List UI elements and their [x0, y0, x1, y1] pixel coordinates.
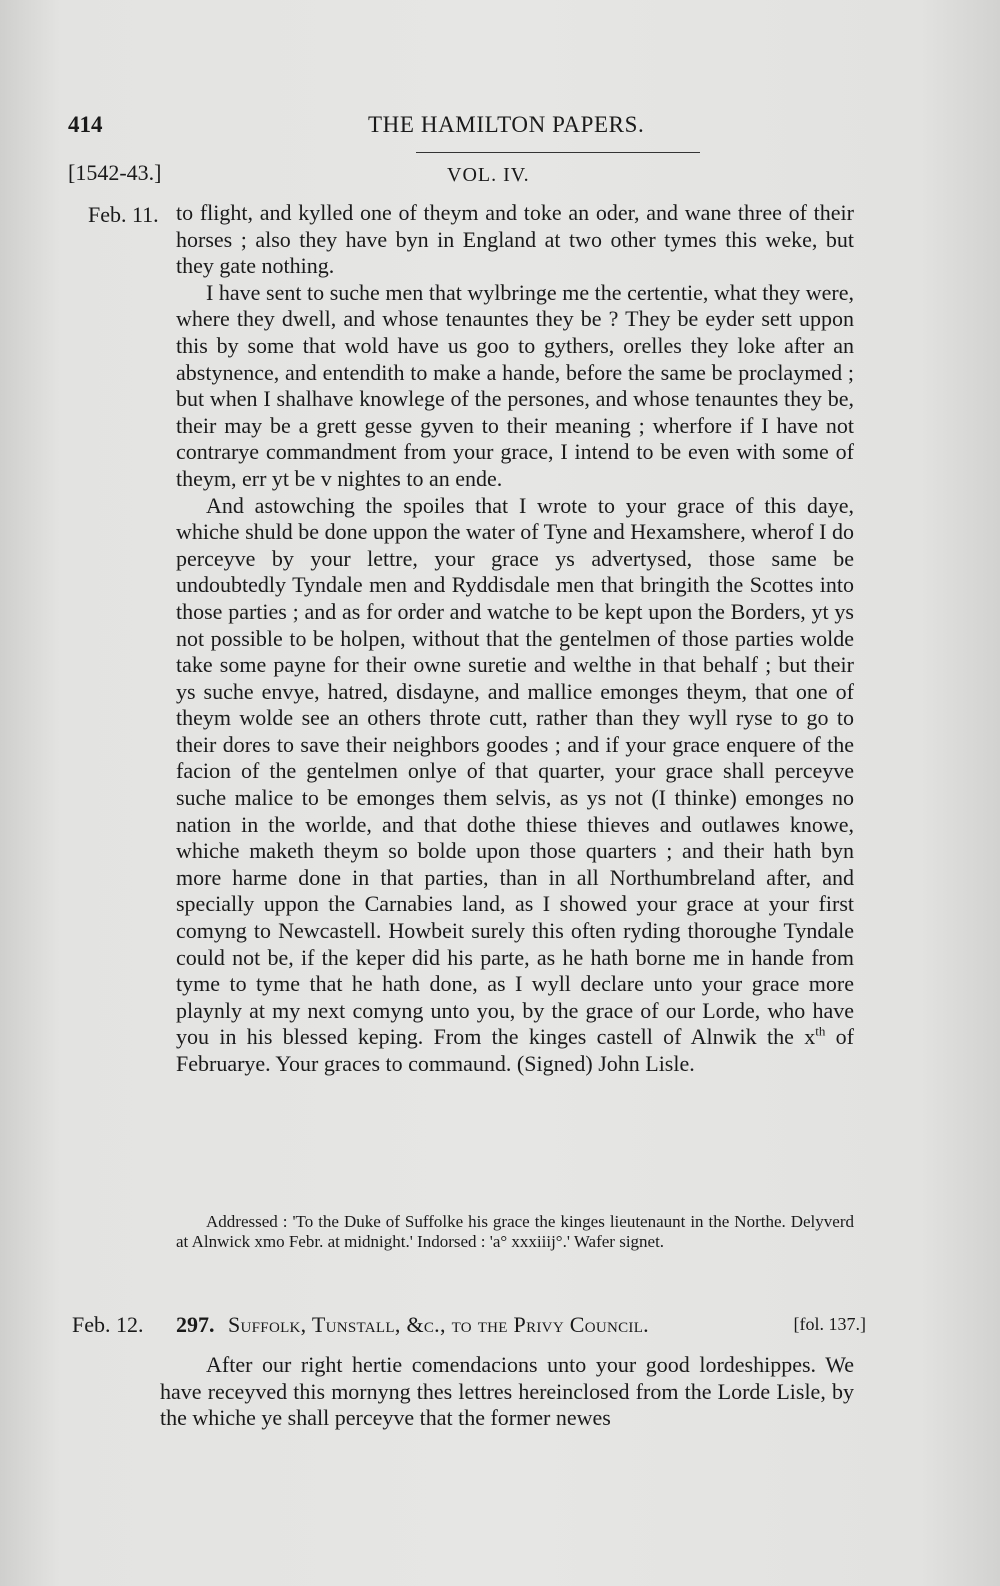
entry-body — [160, 1352, 854, 1432]
entry-title: Suffolk, Tunstall, &c., to the Privy Council. — [228, 1312, 649, 1337]
year-range: [1542-43.] — [68, 160, 162, 185]
endorsement-note: Addressed : 'To the Duke of Suffolke his grace the kinges lieutenaunt in the Northe. Delyverd at Alnwick xmo Febr. at midnight.' Indorsed : 'a° xxxiiij°.' Wafer signet. — [176, 1212, 854, 1251]
entry-number: 297. — [176, 1312, 215, 1337]
entry-heading — [176, 1312, 866, 1342]
paragraph: I have sent to suche men that wylbringe me the certentie, what they were, where they dwell, and whose tenauntes they be ? They be eyder sett uppon this by some that wold have us goo to gythers, orelles they loke after an abstynence, and entendith to make a hande, before the same be proclaymed ; but when I shalhave knowlege of the persones, and whose tenauntes they be, their may be a grett gesse gyven to their meaning ; wherfore if I have not contrarye commandment from your grace, I intend to be even with some of theym, err yt be v nightes to an ende. — [176, 279, 854, 491]
letter-body — [176, 200, 854, 1078]
folio-reference: [fol. 137.] — [793, 1314, 866, 1334]
running-head — [68, 112, 868, 146]
paragraph: After our right hertie comendacions unto your good lordeshippes. We have receyved this mornyng thes lettres hereinclosed from the Lorde Lisle, by the whiche ye shall perceyve that the former newes — [160, 1352, 854, 1431]
volume-label: VOL. IV. — [447, 164, 530, 186]
paragraph — [176, 493, 854, 1078]
letter-date: Feb. 11. — [88, 202, 159, 227]
page-title: THE HAMILTON PAPERS. — [368, 112, 645, 137]
superscript: th — [815, 1024, 826, 1040]
paragraph: to flight, and kylled one of theym and toke an oder, and wane three of their horses ; also they have byn in England at two other tymes this weke, but they gate nothing. — [176, 200, 854, 279]
closing-text: of Februarye. Your graces to commaund. (Signed) John Lisle. — [176, 1024, 854, 1076]
entry-date: Feb. 12. — [72, 1312, 144, 1337]
title-rule — [416, 152, 700, 153]
page-number: 414 — [68, 112, 103, 137]
paragraph-text: And astowching the spoiles that I wrote to your grace of this daye, whiche shuld be done uppon the water of Tyne and Hexamshere, wherof I do perceyve by your lettre, your grace ys advertysed, those same be undoubtedly Tyndale men and Ryddisdale men that bringith the Scottes into those parties ; and as for order and watche to be kept upon the Borders, yt ys not possible to be holpen, without that the gentelmen of those parties wolde take some payne for their owne suretie and welthe in that behalf ; but their ys suche envye, hatred, disdayne, and mallice emonges theym, that one of theym wolde see an others throte cutt, rather than they wyll ryse to go to their dores to save their neighbors goodes ; and if your grace enquere of the facion of the gentelmen onlye of that quarter, your grace shall perceyve suche malice to be emonges them selvis, as ys not (I thinke) emonges no nation in the worlde, and that dothe thiese thieves and outlawes knowe, whiche maketh theym so bolde upon those quarters ; and their hath byn more harme done in that parties, than in all Northumbreland after, and specially uppon the Carnabies land, as I showed your grace at your first comyng to Newcastell. Howbeit surely this often ryding thoroughe Tyndale could not be, if the keper did his parte, as he hath borne me in hande from tyme to tyme that he hath done, as I wyll declare unto your grace more playnly at my next comyng unto you, by the grace of our Lorde, who have you in his blessed keping. From the kinges castell of Alnwik the x — [176, 492, 854, 1050]
